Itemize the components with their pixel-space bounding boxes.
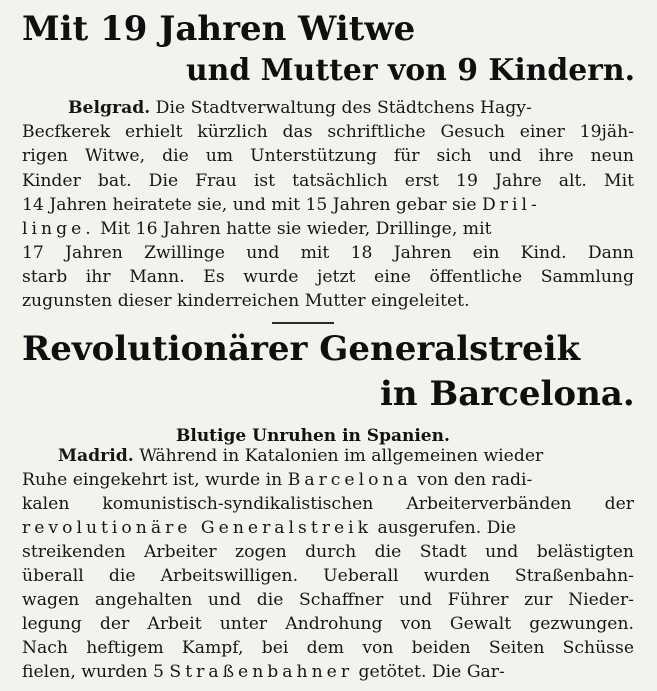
article1-headline-line2: und Mutter von 9 Kindern. xyxy=(186,53,635,88)
article2-paragraph-line xyxy=(22,448,634,465)
article1-headline-line1: Mit 19 Jahren Witwe xyxy=(22,9,416,49)
article1-paragraph-line xyxy=(22,221,634,238)
article2-paragraph-line: Nach heftigem Kampf, bei dem von beiden Seiten Schüsse xyxy=(22,638,634,658)
article2-emphasis: Straßenbahner xyxy=(169,662,354,682)
article1-paragraph-line: 17 Jahren Zwillinge und mit 18 Jahren ein Kind. Dann xyxy=(22,243,634,263)
article2-paragraph-line xyxy=(22,520,634,537)
article2-paragraph-line: legung der Arbeit unter Androhung von Gewalt gezwungen. xyxy=(22,614,634,634)
article2-emphasis: revolutionäre Generalstreik xyxy=(22,518,373,538)
article1-paragraph-line xyxy=(22,100,634,117)
article2-text: Ruhe eingekehrt ist, wurde in xyxy=(22,470,283,490)
article1-paragraph-line xyxy=(22,197,634,214)
article2-text: Während in Katalonien im allgemeinen wieder xyxy=(139,446,544,466)
article2-emphasis: Barcelona xyxy=(287,470,412,490)
article1-paragraph-line: Becfkerek erhielt kürzlich das schriftliche Gesuch einer 19jäh- xyxy=(22,122,634,142)
article1-paragraph-line: zugunsten dieser kinderreichen Mutter eingeleitet. xyxy=(22,291,470,311)
article2-subhead: Blutige Unruhen in Spanien. xyxy=(176,426,450,446)
article2-headline-line1: Revolutionärer Generalstreik xyxy=(22,329,581,369)
article1-paragraph-line: rigen Witwe, die um Unterstützung für sich und ihre neun xyxy=(22,146,634,166)
article2-paragraph-line: streikenden Arbeiter zogen durch die Stadt und belästigten xyxy=(22,542,634,562)
article2-text: von den radi- xyxy=(417,470,533,490)
article2-paragraph-line: überall die Arbeitswilligen. Ueberall wurden Straßenbahn- xyxy=(22,566,634,586)
article2-paragraph-line xyxy=(22,472,634,489)
article1-text: Mit 16 Jahren hatte sie wieder, Drillinge, mit xyxy=(100,219,492,239)
article1-text: Die Stadtverwaltung des Städtchens Hagy- xyxy=(155,98,532,118)
article1-emphasis: linge. xyxy=(22,219,95,239)
article2-headline-line2: in Barcelona. xyxy=(380,374,635,414)
article2-text: fielen, wurden 5 xyxy=(22,662,164,682)
article2-text: getötet. xyxy=(358,662,427,682)
article2-text: Die Gar- xyxy=(431,662,505,682)
article2-paragraph-line xyxy=(22,664,634,681)
article1-paragraph-line: Kinder bat. Die Frau ist tatsächlich erst 19 Jahre alt. Mit xyxy=(22,171,634,191)
article2-paragraph-line: wagen angehalten und die Schaffner und Führer zur Nieder- xyxy=(22,590,634,610)
article1-emphasis: Dril- xyxy=(482,195,541,215)
article2-text: ausgerufen. Die xyxy=(377,518,517,538)
article1-dateline: Belgrad. xyxy=(68,98,151,118)
article1-paragraph-line: starb ihr Mann. Es wurde jetzt eine öffentliche Sammlung xyxy=(22,267,634,287)
article2-paragraph-line: kalen komunistisch-syndikalistischen Arbeiterverbänden der xyxy=(22,494,634,514)
section-divider xyxy=(272,322,334,324)
article2-dateline: Madrid. xyxy=(58,446,134,466)
article1-text: 14 Jahren heiratete sie, und mit 15 Jahren gebar sie xyxy=(22,195,477,215)
